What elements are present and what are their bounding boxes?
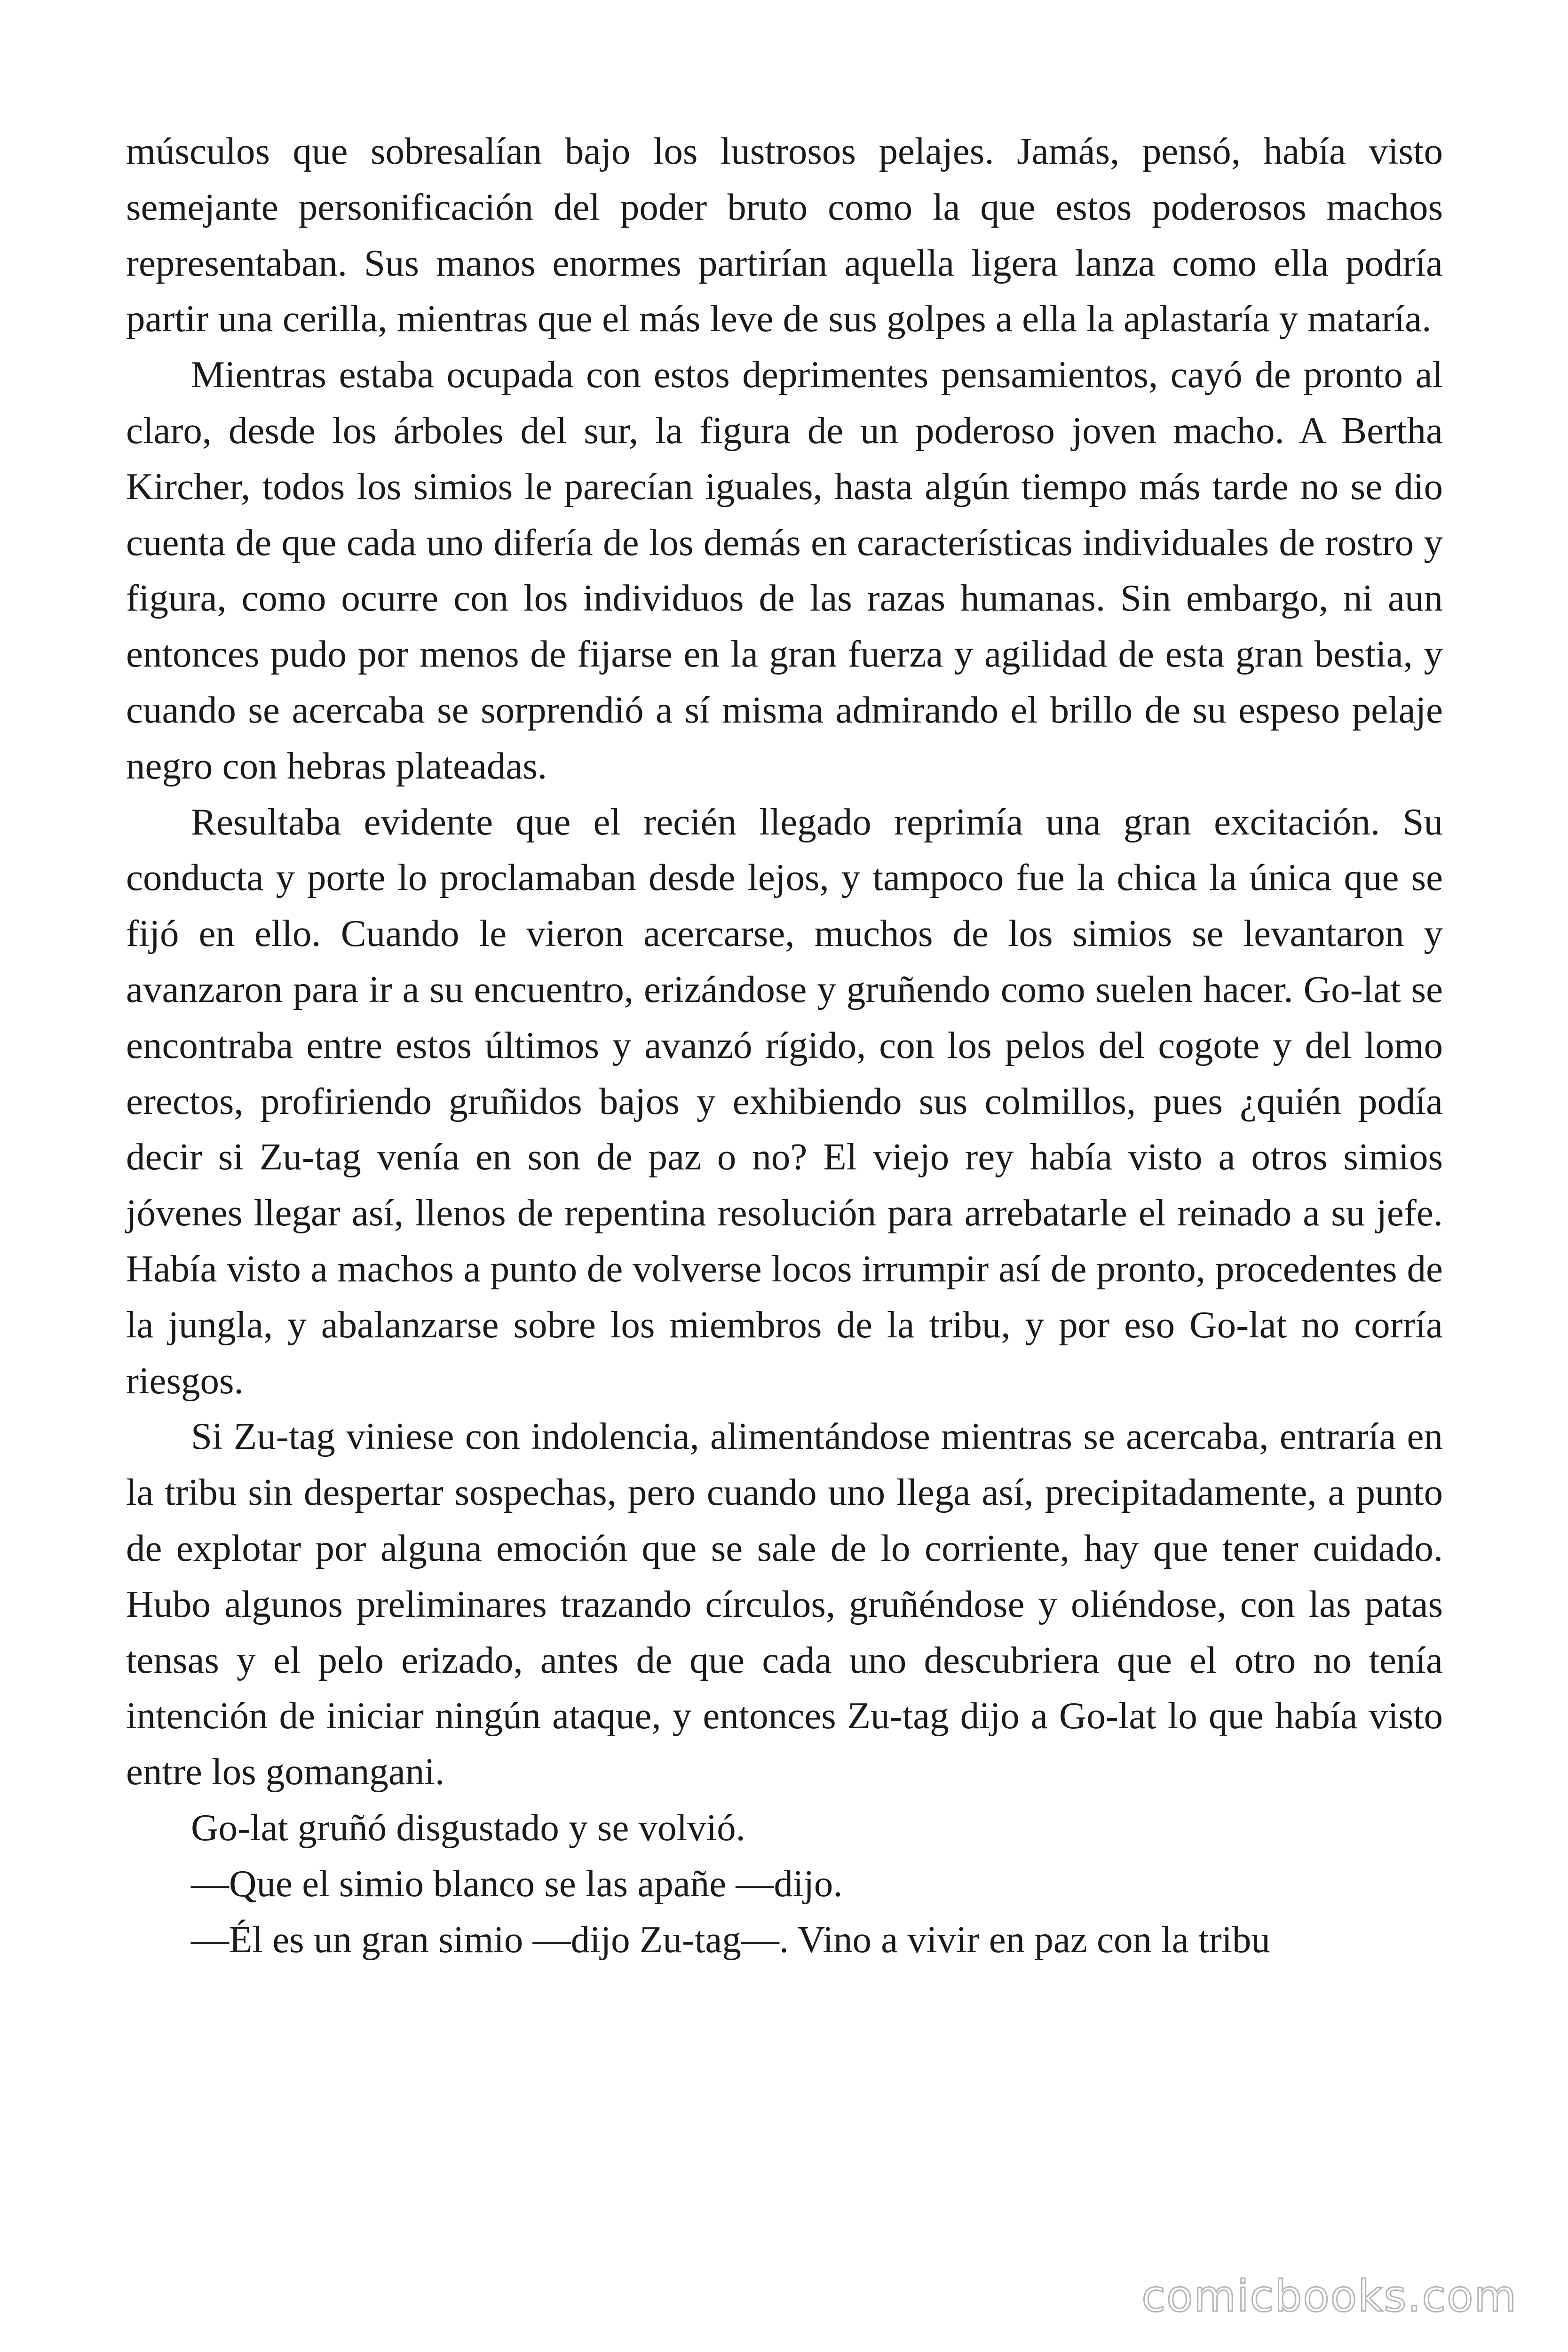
paragraph-1: músculos que sobresalían bajo los lustrosos pelajes. Jamás, pensó, había visto semejante personificación del poder bruto como la que estos poderosos machos representaban. Sus manos enormes partirían aquella ligera lanza como ella podría partir una cerilla, mientras que el más leve de sus golpes a ella la aplastaría y mataría.	[126, 130, 1443, 340]
paragraph-4: Si Zu-tag viniese con indolencia, alimentándose mientras se acercaba, entraría en la tribu sin despertar sospechas, pero cuando uno llega así, precipitadamente, a punto de explotar por alguna emoción que se sale de lo corriente, hay que tener cuidado. Hubo algunos preliminares trazando círculos, gruñéndose y oliéndose, con las patas tensas y el pelo erizado, antes de que cada uno descubriera que el otro no tenía intención de iniciar ningún ataque, y entonces Zu-tag dijo a Go-lat lo que había visto entre los gomangani.	[126, 1415, 1443, 1793]
paragraph-2: Mientras estaba ocupada con estos deprimentes pensamientos, cayó de pronto al claro, desde los árboles del sur, la figura de un poderoso joven macho. A Bertha Kircher, todos los simios le parecían iguales, hasta algún tiempo más tarde no se dio cuenta de que cada uno difería de los demás en características individuales de rostro y figura, como ocurre con los individuos de las razas humanas. Sin embargo, ni aun entonces pudo por menos de fijarse en la gran fuerza y agilidad de esta gran bestia, y cuando se acercaba se sorprendió a sí misma admirando el brillo de su espeso pelaje negro con hebras plateadas.	[126, 353, 1443, 787]
body-text	[126, 123, 1443, 1967]
paragraph-7: —Él es un gran simio —dijo Zu-tag—. Vino a vivir en paz con la tribu	[191, 1918, 1270, 1961]
paragraph-5: Go-lat gruñó disgustado y se volvió.	[191, 1806, 745, 1849]
paragraph-3: Resultaba evidente que el recién llegado reprimía una gran excitación. Su conducta y porte lo proclamaban desde lejos, y tampoco fue la chica la única que se fijó en ello. Cuando le vieron acercarse, muchos de los simios se levantaron y avanzaron para ir a su encuentro, erizándose y gruñendo como suelen hacer. Go-lat se encontraba entre estos últimos y avanzó rígido, con los pelos del cogote y del lomo erectos, profiriendo gruñidos bajos y exhibiendo sus colmillos, pues ¿quién podía decir si Zu-tag venía en son de paz o no? El viejo rey había visto a otros simios jóvenes llegar así, llenos de repentina resolución para arrebatarle el reinado a su jefe. Había visto a machos a punto de volverse locos irrumpir así de pronto, procedentes de la jungla, y abalanzarse sobre los miembros de la tribu, y por eso Go-lat no corría riesgos.	[126, 800, 1443, 1402]
watermark: comicbooks.com	[1141, 2271, 1517, 2321]
paragraph-6: —Que el simio blanco se las apañe —dijo.	[191, 1862, 843, 1905]
